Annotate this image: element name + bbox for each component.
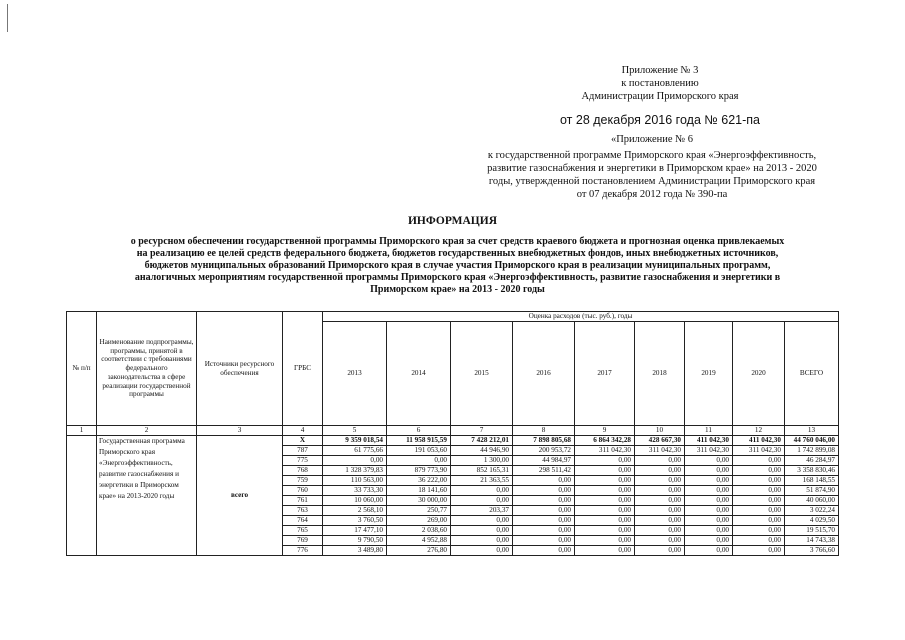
value-cell: 0,00 xyxy=(451,526,513,536)
value-cell: 0,00 xyxy=(513,526,575,536)
value-cell: 411 042,30 xyxy=(685,436,733,446)
value-cell: 0,00 xyxy=(733,536,785,546)
column-number-cell: 11 xyxy=(685,426,733,436)
document-title: ИНФОРМАЦИЯ xyxy=(407,215,497,227)
appendix-3-block xyxy=(560,64,760,103)
administration-label: Администрации Приморского края xyxy=(581,91,739,102)
value-cell: 191 053,60 xyxy=(387,446,451,456)
header-cell-year: ВСЕГО xyxy=(785,322,839,426)
header-cell-name: Наименование подпрограммы, программы, принятой в соответствии с требованиями федерального законодательства в сфере реализации государственной программы xyxy=(97,312,197,426)
value-cell: 0,00 xyxy=(635,516,685,526)
header-cell-number: № п/п xyxy=(67,312,97,426)
header-cell-grbs: ГРБС xyxy=(283,312,323,426)
value-cell: 0,00 xyxy=(575,496,635,506)
value-cell: 879 773,90 xyxy=(387,466,451,476)
value-cell: 0,00 xyxy=(733,496,785,506)
value-cell: 0,00 xyxy=(635,486,685,496)
resource-table xyxy=(66,311,839,556)
value-cell: 44 946,90 xyxy=(451,446,513,456)
value-cell: 10 060,00 xyxy=(323,496,387,506)
value-cell: 852 165,31 xyxy=(451,466,513,476)
grbs-cell: Х xyxy=(283,436,323,446)
value-cell: 428 667,30 xyxy=(635,436,685,446)
value-cell: 0,00 xyxy=(575,466,635,476)
value-cell: 0,00 xyxy=(575,526,635,536)
value-cell: 0,00 xyxy=(733,486,785,496)
value-cell: 203,37 xyxy=(451,506,513,516)
program-name-cell: Государственная программа Приморского края «Энергоэффективность, развитие газоснабжения и энергетики в Приморском крае» на 2013-2020 годы xyxy=(97,436,197,556)
header-cell-year: 2020 xyxy=(733,322,785,426)
value-cell: 3 358 830,46 xyxy=(785,466,839,476)
value-cell: 46 284,97 xyxy=(785,456,839,466)
value-cell: 110 563,00 xyxy=(323,476,387,486)
grbs-cell: 787 xyxy=(283,446,323,456)
program-reference-line: годы, утвержденной постановлением Администрации Приморского края xyxy=(488,176,816,187)
value-cell: 0,00 xyxy=(575,546,635,556)
value-cell: 0,00 xyxy=(635,506,685,516)
value-cell: 0,00 xyxy=(685,496,733,506)
value-cell: 3 760,50 xyxy=(323,516,387,526)
header-cell-year: 2016 xyxy=(513,322,575,426)
value-cell: 14 743,38 xyxy=(785,536,839,546)
value-cell: 0,00 xyxy=(733,456,785,466)
grbs-cell: 765 xyxy=(283,526,323,536)
column-number-cell: 3 xyxy=(197,426,283,436)
value-cell: 0,00 xyxy=(513,546,575,556)
value-cell: 0,00 xyxy=(451,536,513,546)
value-cell: 311 042,30 xyxy=(575,446,635,456)
value-cell: 311 042,30 xyxy=(733,446,785,456)
header-cell-year: 2014 xyxy=(387,322,451,426)
value-cell: 0,00 xyxy=(685,536,733,546)
value-cell: 0,00 xyxy=(685,476,733,486)
value-cell: 0,00 xyxy=(685,486,733,496)
column-number-cell: 5 xyxy=(323,426,387,436)
value-cell: 30 000,00 xyxy=(387,496,451,506)
value-cell: 3 489,80 xyxy=(323,546,387,556)
value-cell: 411 042,30 xyxy=(733,436,785,446)
value-cell: 0,00 xyxy=(575,486,635,496)
value-cell: 0,00 xyxy=(575,476,635,486)
value-cell: 61 775,66 xyxy=(323,446,387,456)
subtitle-line: бюджетов муниципальных образований Приморского края в случае участия Приморского края в реализации муниципальных программ, xyxy=(144,260,771,271)
value-cell: 9 790,50 xyxy=(323,536,387,546)
grbs-cell: 760 xyxy=(283,486,323,496)
value-cell: 168 148,55 xyxy=(785,476,839,486)
grbs-cell: 761 xyxy=(283,496,323,506)
value-cell: 4 952,88 xyxy=(387,536,451,546)
value-cell: 0,00 xyxy=(733,476,785,486)
grbs-cell: 775 xyxy=(283,456,323,466)
value-cell: 0,00 xyxy=(635,466,685,476)
header-cell-year: 2013 xyxy=(323,322,387,426)
grbs-cell: 763 xyxy=(283,506,323,516)
value-cell: 311 042,30 xyxy=(685,446,733,456)
value-cell: 250,77 xyxy=(387,506,451,516)
value-cell: 0,00 xyxy=(635,526,685,536)
value-cell: 0,00 xyxy=(685,456,733,466)
value-cell: 0,00 xyxy=(685,466,733,476)
column-number-cell: 1 xyxy=(67,426,97,436)
value-cell: 19 515,70 xyxy=(785,526,839,536)
value-cell: 0,00 xyxy=(513,496,575,506)
column-number-cell: 9 xyxy=(575,426,635,436)
value-cell: 40 060,00 xyxy=(785,496,839,506)
value-cell: 0,00 xyxy=(635,536,685,546)
value-cell: 0,00 xyxy=(635,456,685,466)
value-cell: 0,00 xyxy=(575,506,635,516)
value-cell: 21 363,55 xyxy=(451,476,513,486)
value-cell: 11 958 915,59 xyxy=(387,436,451,446)
value-cell: 17 477,10 xyxy=(323,526,387,536)
column-number-cell: 6 xyxy=(387,426,451,436)
row-number-cell xyxy=(67,436,97,556)
value-cell: 276,80 xyxy=(387,546,451,556)
value-cell: 0,00 xyxy=(733,516,785,526)
value-cell: 0,00 xyxy=(513,536,575,546)
grbs-cell: 768 xyxy=(283,466,323,476)
column-number-cell: 2 xyxy=(97,426,197,436)
value-cell: 0,00 xyxy=(451,486,513,496)
value-cell: 1 742 899,08 xyxy=(785,446,839,456)
value-cell: 0,00 xyxy=(575,516,635,526)
value-cell: 1 328 379,83 xyxy=(323,466,387,476)
value-cell: 0,00 xyxy=(685,516,733,526)
table-row xyxy=(67,436,839,446)
value-cell: 3 022,24 xyxy=(785,506,839,516)
value-cell: 44 984,97 xyxy=(513,456,575,466)
value-cell: 0,00 xyxy=(387,456,451,466)
column-number-cell: 13 xyxy=(785,426,839,436)
value-cell: 44 760 046,00 xyxy=(785,436,839,446)
value-cell: 0,00 xyxy=(635,476,685,486)
value-cell: 0,00 xyxy=(451,546,513,556)
value-cell: 0,00 xyxy=(513,486,575,496)
grbs-cell: 769 xyxy=(283,536,323,546)
value-cell: 3 766,60 xyxy=(785,546,839,556)
value-cell: 33 733,30 xyxy=(323,486,387,496)
value-cell: 36 222,00 xyxy=(387,476,451,486)
subtitle-line: Приморском крае» на 2013 - 2020 годы xyxy=(370,284,545,295)
value-cell: 311 042,30 xyxy=(635,446,685,456)
value-cell: 0,00 xyxy=(323,456,387,466)
value-cell: 0,00 xyxy=(451,516,513,526)
date-stamp: от 28 декабря 2016 года № 621-па xyxy=(560,113,760,127)
subtitle-line: на реализацию ее целей средств федерального бюджета, бюджетов государственных внебюджетных фондов, иных внебюджетных источников, xyxy=(136,248,779,259)
value-cell: 0,00 xyxy=(635,546,685,556)
value-cell: 0,00 xyxy=(451,496,513,506)
value-cell: 7 428 212,01 xyxy=(451,436,513,446)
value-cell: 9 359 018,54 xyxy=(323,436,387,446)
value-cell: 0,00 xyxy=(733,466,785,476)
program-reference-line: к государственной программе Приморского края «Энергоэффективность, xyxy=(487,150,817,161)
value-cell: 4 029,50 xyxy=(785,516,839,526)
value-cell: 2 568,10 xyxy=(323,506,387,516)
header-cell-expense-group: Оценка расходов (тыс. руб.), годы xyxy=(323,312,839,322)
value-cell: 1 300,00 xyxy=(451,456,513,466)
column-number-cell: 8 xyxy=(513,426,575,436)
header-cell-year: 2019 xyxy=(685,322,733,426)
value-cell: 0,00 xyxy=(685,526,733,536)
value-cell: 0,00 xyxy=(733,506,785,516)
value-cell: 0,00 xyxy=(733,546,785,556)
to-resolution-label: к постановлению xyxy=(621,78,699,89)
subtitle-line: о ресурсном обеспечении государственной программы Приморского края за счет средств краевого бюджета и прогнозная оценка привлекаемых xyxy=(130,236,785,247)
header-cell-year: 2015 xyxy=(451,322,513,426)
subtitle-line: аналогичных мероприятиям государственной программы Приморского края «Энергоэффективность, развитие газоснабжения и энергетики в xyxy=(134,272,781,283)
value-cell: 0,00 xyxy=(513,516,575,526)
value-cell: 2 038,60 xyxy=(387,526,451,536)
value-cell: 269,00 xyxy=(387,516,451,526)
header-cell-year: 2017 xyxy=(575,322,635,426)
value-cell: 0,00 xyxy=(635,496,685,506)
value-cell: 0,00 xyxy=(575,536,635,546)
value-cell: 18 141,60 xyxy=(387,486,451,496)
value-cell: 0,00 xyxy=(685,546,733,556)
value-cell: 0,00 xyxy=(575,456,635,466)
grbs-cell: 776 xyxy=(283,546,323,556)
value-cell: 51 874,90 xyxy=(785,486,839,496)
column-number-cell: 7 xyxy=(451,426,513,436)
appendix-6-label: «Приложение № 6 xyxy=(610,134,694,145)
value-cell: 0,00 xyxy=(685,506,733,516)
column-number-cell: 10 xyxy=(635,426,685,436)
page-edge-mark xyxy=(7,4,8,32)
value-cell: 200 953,72 xyxy=(513,446,575,456)
grbs-cell: 764 xyxy=(283,516,323,526)
value-cell: 0,00 xyxy=(513,476,575,486)
appendix-3-label: Приложение № 3 xyxy=(621,65,699,76)
value-cell: 298 511,42 xyxy=(513,466,575,476)
source-cell: всего xyxy=(197,436,283,556)
value-cell: 0,00 xyxy=(513,506,575,516)
program-reference-line: развитие газоснабжения и энергетики в Приморском крае» на 2013 - 2020 xyxy=(487,163,817,174)
value-cell: 6 864 342,28 xyxy=(575,436,635,446)
value-cell: 7 898 805,68 xyxy=(513,436,575,446)
document-subtitle xyxy=(70,236,845,296)
grbs-cell: 759 xyxy=(283,476,323,486)
column-number-cell: 12 xyxy=(733,426,785,436)
header-cell-year: 2018 xyxy=(635,322,685,426)
column-number-cell: 4 xyxy=(283,426,323,436)
header-cell-sources: Источники ресурсного обеспечения xyxy=(197,312,283,426)
value-cell: 0,00 xyxy=(733,526,785,536)
program-reference-line: от 07 декабря 2012 года № 390-па xyxy=(576,189,728,200)
appendix-6-block xyxy=(452,133,852,201)
